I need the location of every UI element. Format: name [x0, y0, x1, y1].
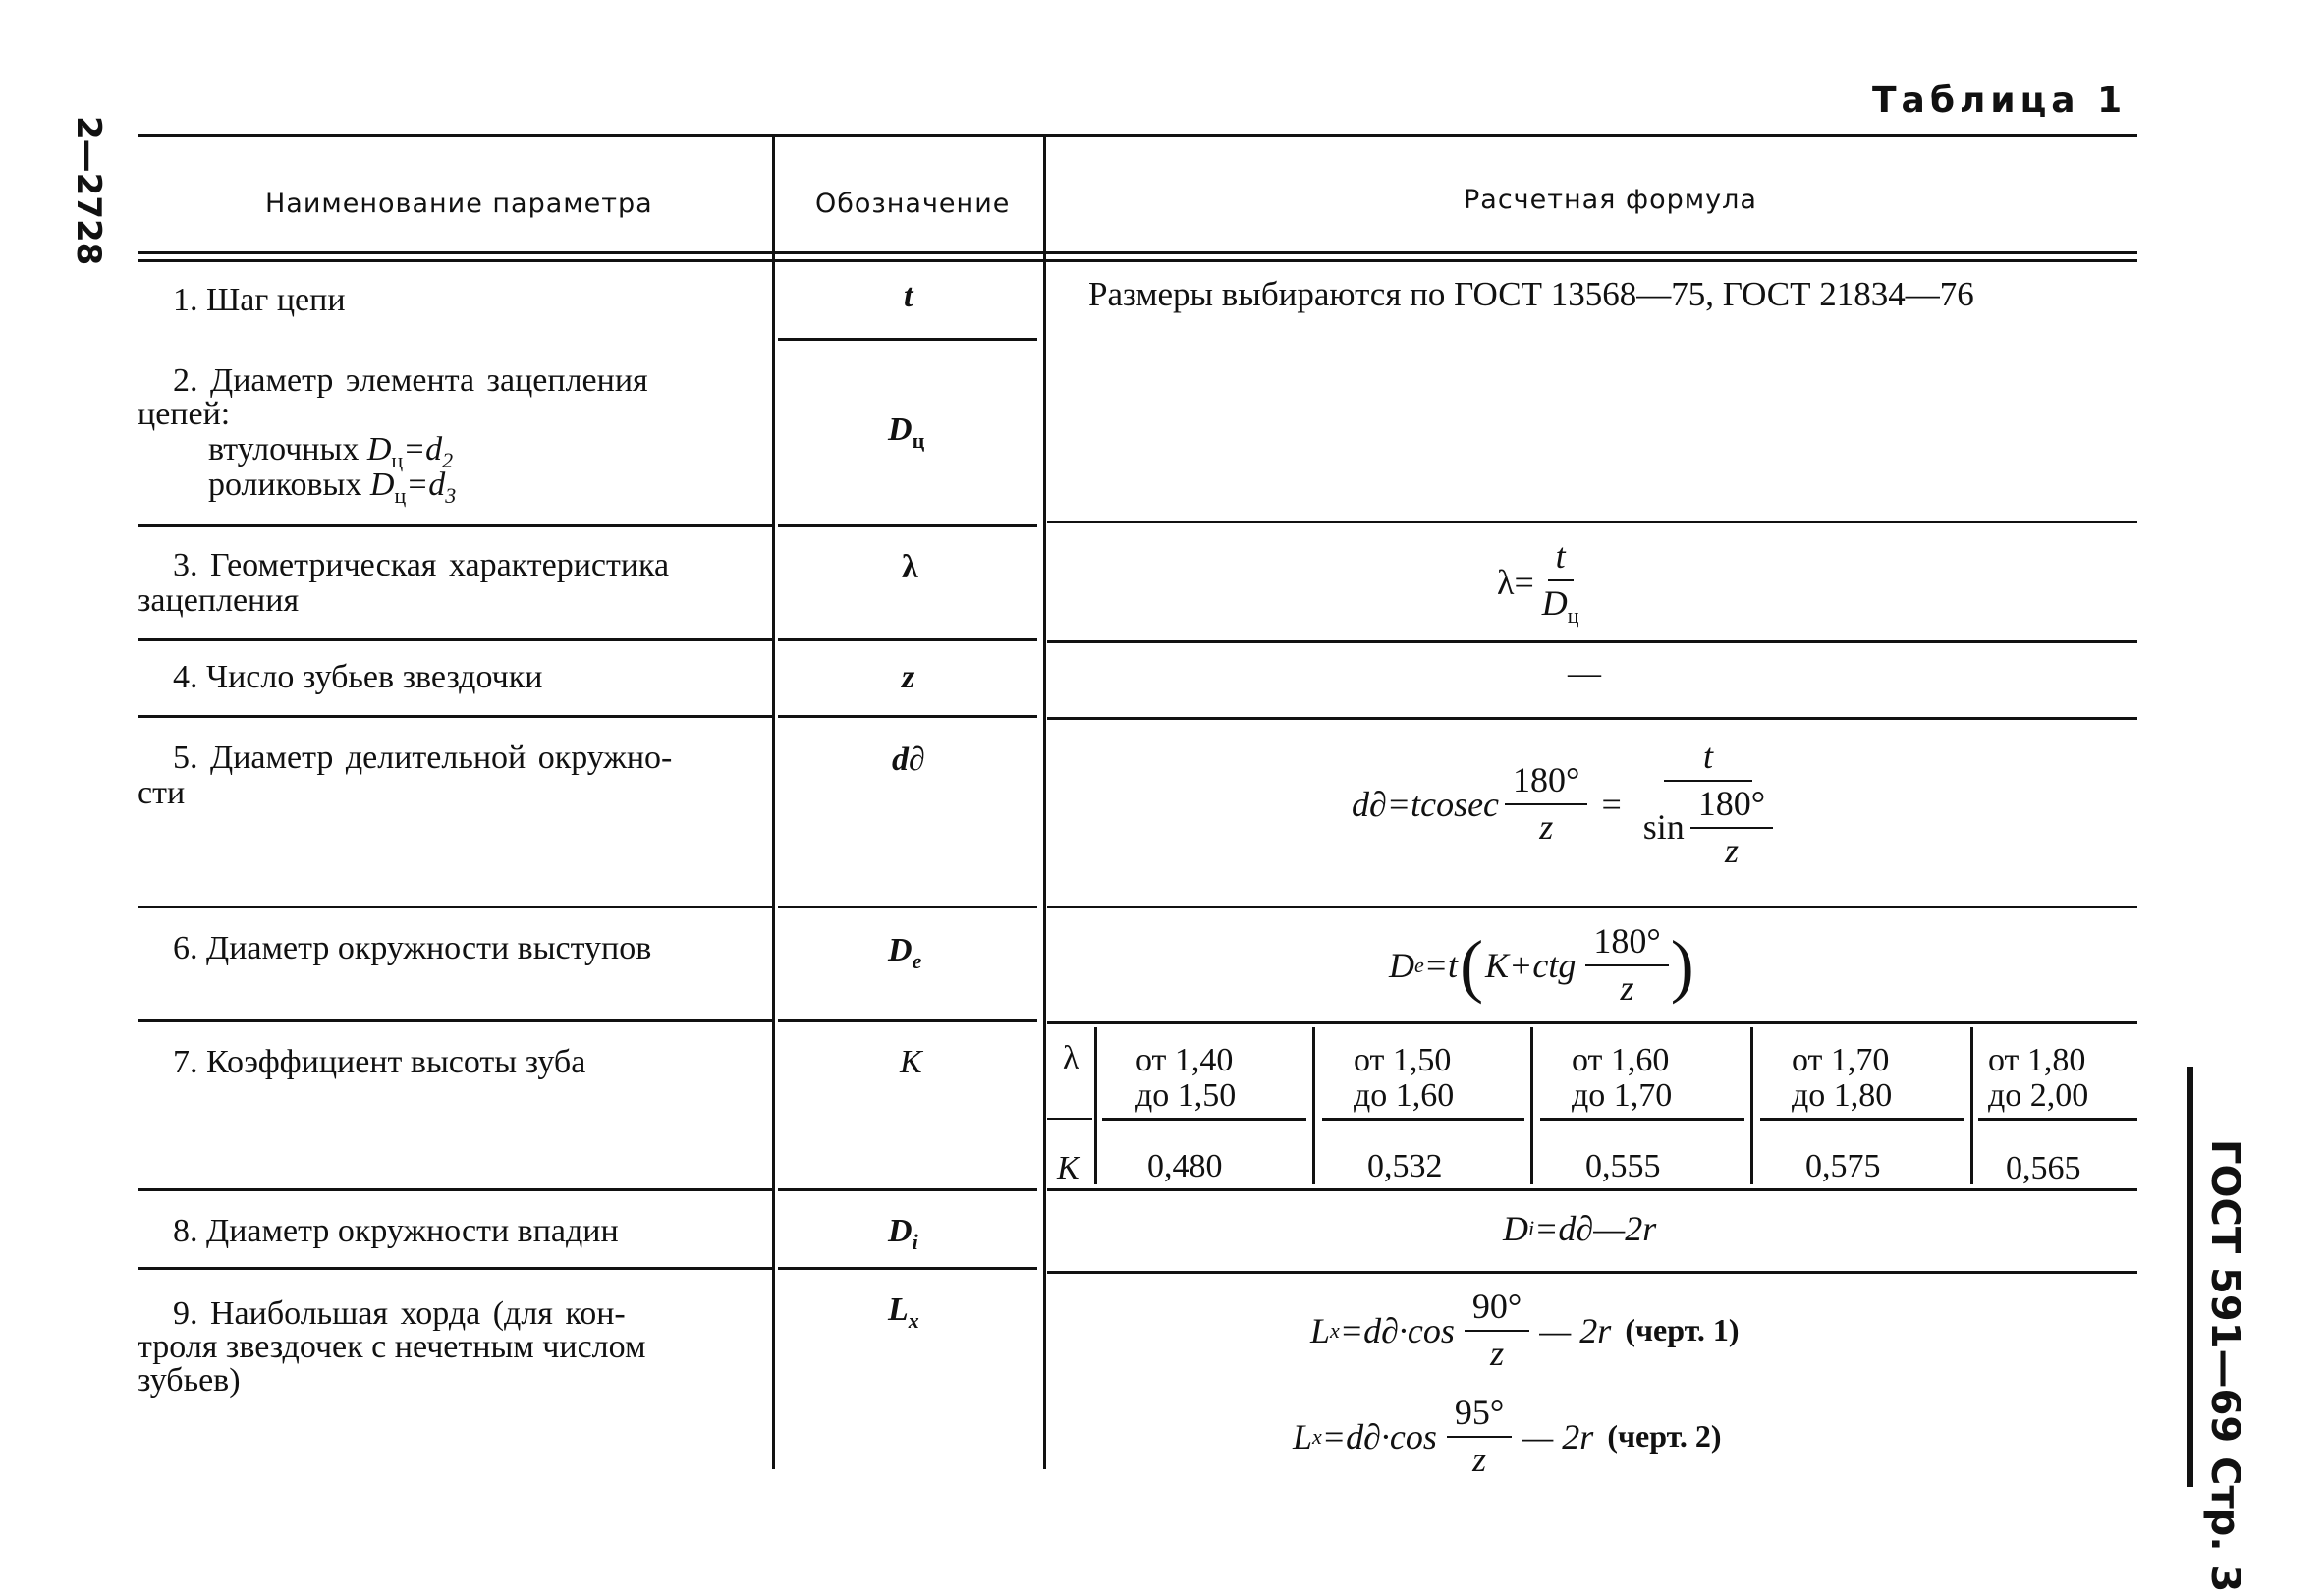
k-range-4-value: 0,575 [1805, 1148, 1881, 1184]
row-sep-sym-4 [778, 638, 1037, 641]
row4-symbol: z [902, 659, 915, 695]
k-table-mid-rule-2 [1322, 1118, 1524, 1121]
row-sep-sym-7 [778, 1019, 1037, 1022]
row9-name-line3: зубьев) [138, 1362, 241, 1399]
row-sep-name-3 [138, 524, 772, 527]
k-table-mid-rule-4 [1760, 1118, 1964, 1121]
row4-name: 4. Число зубьев звездочки [173, 659, 543, 695]
row1-formula-text: Размеры выбираются по ГОСТ 13568—75, ГОСТ 21834—76 [1088, 275, 1974, 313]
row2-symbol: $D_ц$ [888, 412, 925, 453]
k-range-1-value: 0,480 [1147, 1148, 1223, 1184]
row2-name-line1: 2. Диаметр элемента зацепления [173, 362, 648, 399]
formula-root-diameter: D i =d∂—2r [1503, 1209, 1657, 1248]
row7-name: 7. Коэффициент высоты зуба [173, 1044, 586, 1080]
row-sep-sym-9 [778, 1267, 1037, 1270]
header-rule-1 [138, 251, 2137, 254]
row-sep-sym-8 [778, 1188, 1037, 1191]
k-range-2-from: от 1,50 [1354, 1042, 1452, 1078]
row-sep-name-7 [138, 1019, 772, 1022]
k-table-label-sep [1094, 1027, 1097, 1184]
header-formula: Расчетная формула [1464, 185, 1757, 215]
formula-tip-diameter: D e =t ( K+ctg $\frac{180^\circ}{z}$ ) [1389, 921, 1694, 1008]
k-table-k-label: K [1057, 1150, 1079, 1186]
k-table-mid-rule-3 [1540, 1118, 1744, 1121]
row-sep-form-4 [1047, 640, 2137, 643]
col-sep-2 [1043, 137, 1046, 1469]
k-table-col-sep-1 [1312, 1027, 1315, 1184]
k-table-col-sep-4 [1970, 1027, 1973, 1184]
row9-symbol: $L_x$ [888, 1291, 919, 1333]
row8-symbol: $D_i$ [888, 1213, 918, 1254]
formula-lambda: λ= $\frac{t}{D_ц}$ [1497, 536, 1579, 628]
row-sep-name-4 [138, 638, 772, 641]
header-name: Наименование параметра [265, 189, 653, 219]
k-table-mid-rule-label [1047, 1118, 1092, 1120]
row1-name: 1. Шаг цепи [173, 282, 346, 318]
row5-symbol: d∂ [892, 741, 925, 778]
row3-name-line1: 3. Геометрическая характеристика [173, 547, 670, 583]
k-range-3-from: от 1,60 [1572, 1042, 1670, 1078]
row6-name: 6. Диаметр окружности выступов [173, 930, 652, 966]
row-sep-name-9 [138, 1267, 772, 1270]
k-range-2-value: 0,532 [1367, 1148, 1443, 1184]
row2-name-bushing: втулочных $D_ц=d_2$ [208, 431, 454, 472]
header-rule-2 [138, 259, 2137, 262]
k-range-4-to: до 1,80 [1792, 1077, 1893, 1114]
row-sep-name-6 [138, 906, 772, 908]
row-sep-name-8 [138, 1188, 772, 1191]
page-side-number: 2—2728 [69, 116, 108, 266]
k-range-2-to: до 1,60 [1354, 1077, 1455, 1114]
header-symbol: Обозначение [815, 189, 1011, 219]
row1-symbol: t [904, 278, 913, 314]
formula-chord-1: L x =d∂·cos $\frac{90^\circ}{z}$ — 2r (черт. 1) [1310, 1287, 1740, 1373]
row3-symbol: λ [902, 549, 918, 585]
row-sep-form-6 [1047, 906, 2137, 908]
k-table-col-sep-3 [1750, 1027, 1753, 1184]
k-table-lambda-label: λ [1063, 1040, 1079, 1076]
col-sep-1 [772, 137, 775, 1469]
row2-name-line2: цепей: [138, 396, 231, 432]
row9-name-line2: троля звездочек с нечетным числом [138, 1329, 646, 1365]
row-sep-sym-6 [778, 906, 1037, 908]
row9-name-line1: 9. Наибольшая хорда (для кон- [173, 1295, 626, 1332]
row-sep-form-5 [1047, 717, 2137, 720]
k-table-mid-rule-1 [1102, 1118, 1306, 1121]
row-sep-name-5 [138, 715, 772, 718]
k-range-5-value: 0,565 [2006, 1150, 2081, 1186]
row-sep-sym-5 [778, 715, 1037, 718]
row7-symbol: K [900, 1044, 922, 1080]
row6-symbol: $D_e$ [888, 932, 922, 973]
row-sep-form-3 [1047, 521, 2137, 523]
row2-name-roller: роликовых $D_ц=d_3$ [208, 467, 457, 508]
row4-formula: — [1568, 655, 1601, 691]
formula-chord-2: L x =d∂·cos $\frac{95^\circ}{z}$ — 2r (черт. 2) [1293, 1393, 1722, 1479]
k-range-3-value: 0,555 [1585, 1148, 1661, 1184]
k-range-1-from: от 1,40 [1135, 1042, 1234, 1078]
row5-name-line2: сти [138, 775, 186, 811]
k-range-4-from: от 1,70 [1792, 1042, 1890, 1078]
k-range-5-from: от 1,80 [1988, 1042, 2086, 1078]
row-sep-sym-3 [778, 524, 1037, 527]
k-range-5-to: до 2,00 [1988, 1077, 2089, 1114]
row-sep-form-8 [1047, 1188, 2137, 1191]
row-sep-form-9 [1047, 1271, 2137, 1274]
running-head: ГОСТ 591—69 Стр. 3 [2202, 1139, 2247, 1592]
k-range-1-to: до 1,50 [1135, 1077, 1237, 1114]
k-table-col-sep-2 [1530, 1027, 1533, 1184]
row8-name: 8. Диаметр окружности впадин [173, 1213, 619, 1249]
running-head-rule [2187, 1067, 2193, 1487]
table-top-rule [138, 134, 2137, 137]
k-range-3-to: до 1,70 [1572, 1077, 1673, 1114]
table-title: Таблица 1 [1872, 81, 2128, 121]
k-table-mid-rule-5 [1978, 1118, 2137, 1121]
formula-pitch-diameter: d∂=tcosec $\frac{180^\circ}{z}$ = t sin $\frac{180^\circ}{z}$ [1352, 739, 1781, 869]
row5-name-line1: 5. Диаметр делительной окружно- [173, 740, 673, 776]
row-sep-form-7 [1047, 1021, 2137, 1024]
row-sep-sym-2 [778, 338, 1037, 341]
row3-name-line2: зацепления [138, 582, 300, 619]
